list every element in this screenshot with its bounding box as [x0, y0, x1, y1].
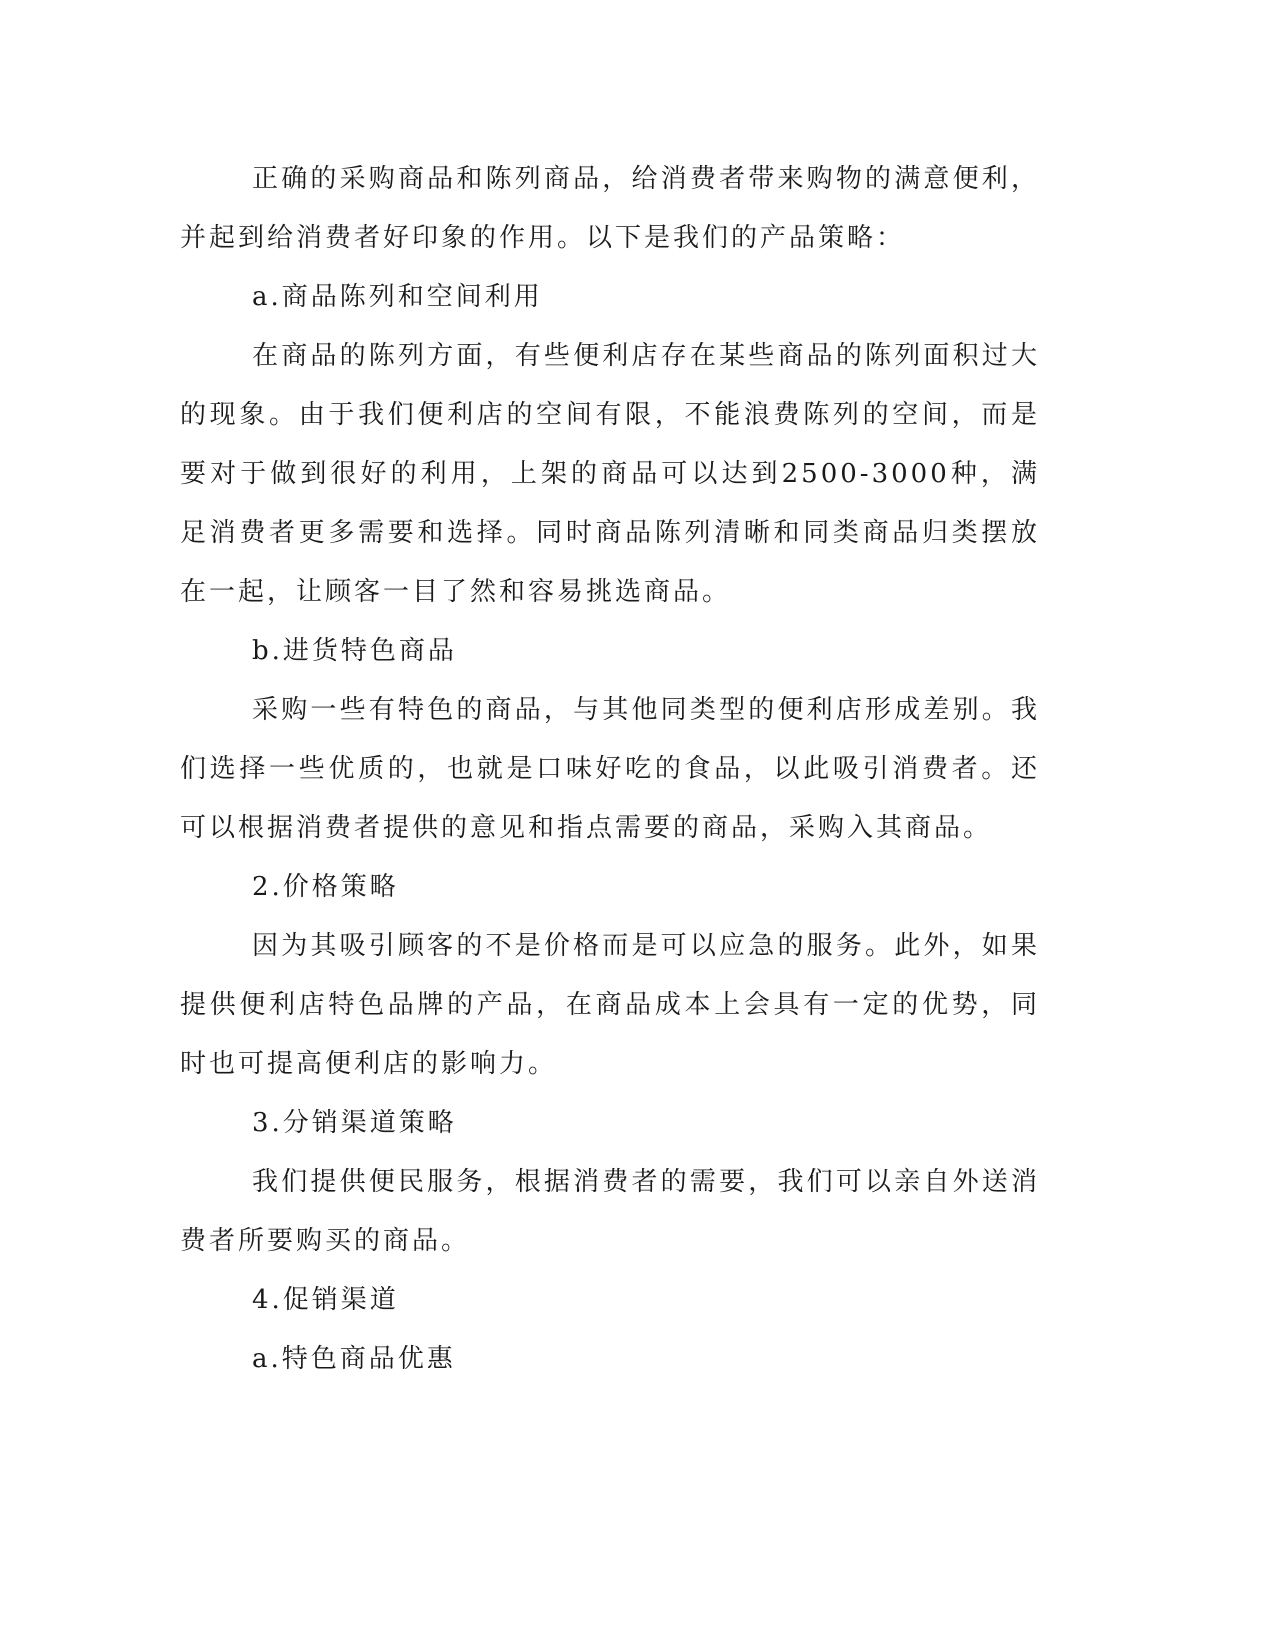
- subheading-special-goods: b.进货特色商品: [252, 636, 457, 666]
- section-heading-distribution: 3.分销渠道策略: [252, 1108, 457, 1138]
- body-paragraph: 采购一些有特色的商品，与其他同类型的便利店形成差别。我们选择一些优质的，也就是口味好吃的食品，以此吸引消费者。还可以根据消费者提供的意见和指点需要的商品，采购入其商品。: [180, 695, 1040, 843]
- document-body: [180, 150, 1040, 1389]
- body-paragraph: 因为其吸引顾客的不是价格而是可以应急的服务。此外，如果提供便利店特色品牌的产品，在商品成本上会具有一定的优势，同时也可提高便利店的影响力。: [180, 931, 1040, 1079]
- body-paragraph: 在商品的陈列方面，有些便利店存在某些商品的陈列面积过大的现象。由于我们便利店的空间有限，不能浪费陈列的空间，而是要对于做到很好的利用，上架的商品可以达到2500-3000种，满足消费者更多需要和选择。同时商品陈列清晰和同类商品归类摆放在一起，让顾客一目了然和容易挑选商品。: [180, 341, 1040, 607]
- subheading-product-display: a.商品陈列和空间利用: [252, 282, 543, 312]
- body-paragraph: 我们提供便民服务，根据消费者的需要，我们可以亲自外送消费者所要购买的商品。: [180, 1167, 1040, 1256]
- subheading-special-discount: a.特色商品优惠: [252, 1344, 456, 1374]
- body-paragraph: 正确的采购商品和陈列商品，给消费者带来购物的满意便利，并起到给消费者好印象的作用。以下是我们的产品策略：: [180, 164, 1040, 253]
- section-heading-price-strategy: 2.价格策略: [252, 872, 399, 902]
- section-heading-promotion: 4.促销渠道: [252, 1285, 399, 1315]
